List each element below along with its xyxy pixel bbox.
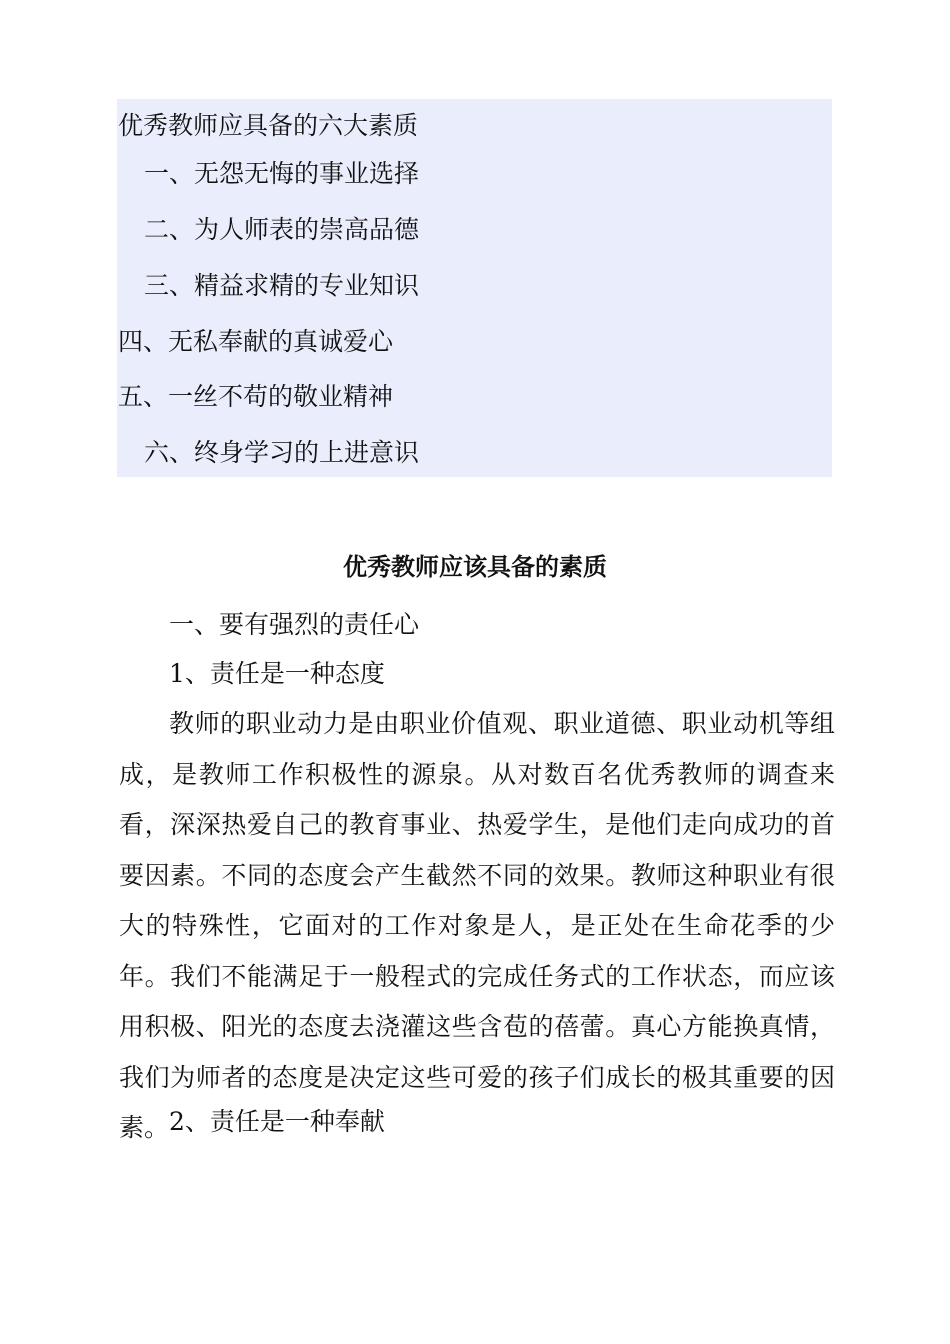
quality-item-5: 五、一丝不苟的敬业精神 xyxy=(118,382,394,411)
quality-item-1: 一、无怨无悔的事业选择 xyxy=(144,159,420,188)
quality-item-6: 六、终身学习的上进意识 xyxy=(144,438,420,467)
subheading-2: 2、责任是一种奉献 xyxy=(169,1107,385,1136)
paragraph-1: 教师的职业动力是由职业价值观、职业道德、职业动机等组成，是教师工作积极性的源泉。从对数百名优秀教师的调查来看，深深热爱自己的教育事业、热爱学生，是他们走向成功的首要因素。不同的态度会产生截然不同的效果。教师这种职业有很大的特殊性，它面对的工作对象是人，是正处在生命花季的少年。我们不能满足于一般程式的完成任务式的工作状态，而应该用积极、阳光的态度去浇灌这些含苞的蓓蕾。真心方能换真情，我们为师者的态度是决定这些可爱的孩子们成长的极其重要的因素。 xyxy=(119,709,835,1142)
heading-1: 一、要有强烈的责任心 xyxy=(169,610,420,639)
subheading-1: 1、责任是一种态度 xyxy=(169,659,385,688)
quality-item-2: 二、为人师表的崇高品德 xyxy=(144,215,420,244)
article-title: 优秀教师应该具备的素质 xyxy=(343,553,607,581)
quality-item-3: 三、精益求精的专业知识 xyxy=(144,271,420,300)
quality-item-4: 四、无私奉献的真诚爱心 xyxy=(118,327,394,356)
box-title: 优秀教师应具备的六大素质 xyxy=(118,111,419,140)
